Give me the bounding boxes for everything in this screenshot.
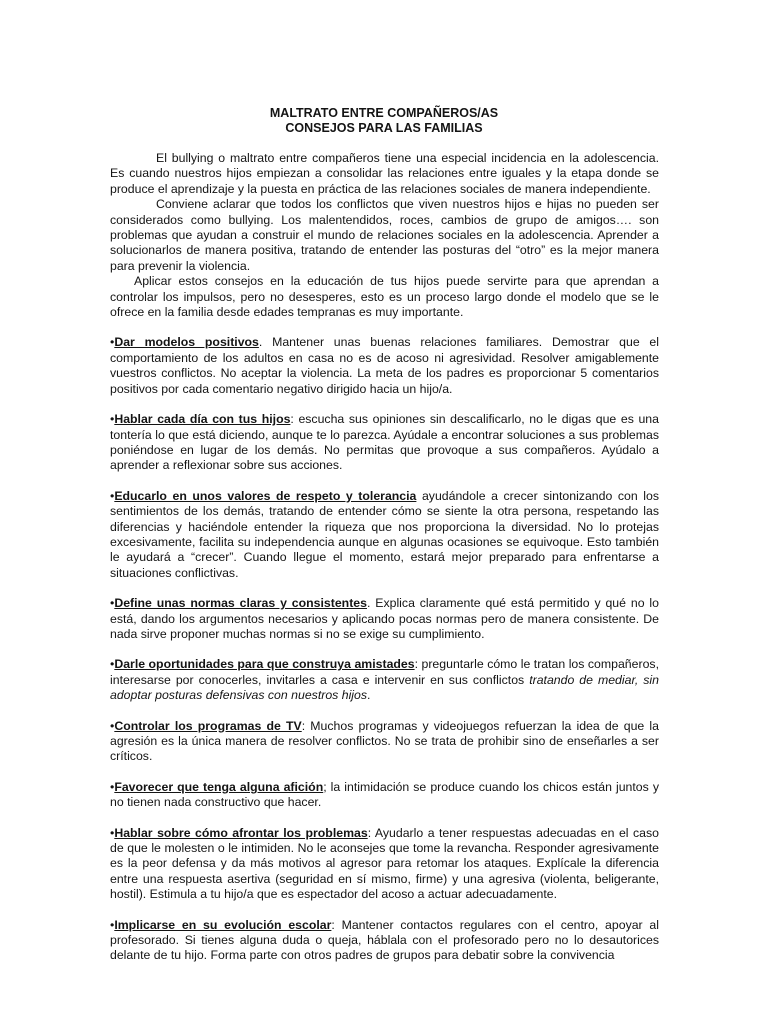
advice-text: . Mantener unas buenas relaciones familiares. Demostrar que el comportamiento de los adultos en casa no es de acoso ni agresividad. Resolver amigablemente vuestros conflictos. No aceptar la violencia. La meta de los padres es proporcionar 5 comentarios positivos por cada comentario negativo dirigido hacia un hijo/a.: [110, 335, 659, 396]
intro-paragraph: El bullying o maltrato entre compañeros tiene una especial incidencia en la adolescencia. Es cuando nuestros hijos empiezan a consolidar las relaciones entre iguales y la etapa donde se produce el aprendizaje y la puesta en práctica de las relaciones sociales de manera independiente.: [110, 151, 659, 196]
advice-text-italic: tratando de mediar, sin adoptar posturas defensivas con nuestros hijos: [110, 672, 659, 703]
advice-item: [110, 596, 659, 642]
advice-heading: Hablar sobre cómo afrontar los problemas: [114, 825, 368, 840]
bullet: •: [110, 488, 115, 503]
document-title: [0, 106, 768, 136]
advice-text: : Ayudarlo a tener respuestas adecuadas en el caso de que le molesten o le intimiden. No le aconsejes que tome la revancha. Responder agresivamente es la peor defensa y da más motivos al agresor para retomar los ataques. Explícale la diferencia entre una respuesta asertiva (seguridad en sí mismo, firme) y una agresiva (violenta, beligerante, hostil). Estimula a tu hijo/a que es espectador del acoso a actuar adecuadamente.: [110, 825, 659, 902]
advice-text-tail: .: [367, 688, 371, 703]
title-line-1: MALTRATO ENTRE COMPAÑEROS/AS: [269, 106, 499, 120]
bullet: •: [110, 825, 115, 840]
intro-paragraph: Conviene aclarar que todos los conflictos que viven nuestros hijos e hijas no pueden ser considerados como bullying. Los malentendidos, roces, cambios de grupo de amigos…. son problemas que ayudan a construir el mundo de relaciones sociales en la adolescencia. Aprender a solucionarlos de manera positiva, tratando de entender las posturas del “otro” es la mejor manera para prevenir la violencia.: [110, 197, 659, 273]
advice-item: [110, 719, 659, 765]
bullet: •: [110, 412, 115, 427]
advice-heading: Hablar cada día con tus hijos: [114, 412, 291, 427]
advice-heading: Implicarse en su evolución escolar: [114, 917, 332, 932]
intro-paragraph: Aplicar estos consejos en la educación de tus hijos puede servirte para que aprendan a controlar los impulsos, pero no desesperes, esto es un proceso largo donde el modelo que se le ofrece en la familia desde edades tempranas es muy importante.: [110, 274, 659, 320]
bullet: •: [110, 779, 115, 794]
advice-item: [110, 335, 659, 397]
advice-item: [110, 918, 659, 964]
advice-text: : preguntarle cómo le tratan los compañeros, interesarse por conocerles, invitarles a casa e intervenir en sus conflictos: [110, 657, 659, 687]
advice-text: ayudándole a crecer sintonizando con los sentimientos de los demás, tratando de entender cómo se siente la otra persona, respetando las diferencias y haciéndole entender la riqueza que nos proporciona la diversidad. No lo protejas excesivamente, facilita su independencia aunque en algunas ocasiones se equivoque. Esto también le ayudará a “crecer”. Cuando llegue el momento, estará mejor preparado para enfrentarse a situaciones conflictivas.: [110, 488, 659, 580]
bullet: •: [110, 917, 115, 932]
advice-heading: Darle oportunidades para que construya amistades: [114, 657, 415, 672]
advice-item: [110, 826, 659, 903]
advice-text: : Muchos programas y videojuegos refuerzan la idea de que la agresión es la única manera de resolver conflictos. No se trata de prohibir sino de enseñarles a ser críticos.: [110, 718, 659, 764]
title-line-2: CONSEJOS PARA LAS FAMILIAS: [285, 121, 483, 135]
bullet: •: [110, 335, 115, 350]
advice-item: [110, 657, 659, 703]
bullet: •: [110, 657, 115, 672]
advice-text: . Explica claramente qué está permitido y qué no lo está, dando los argumentos necesarios y aplicando pocas normas pero de manera consistente. De nada sirve proponer muchas normas si no se exige su cumplimiento.: [110, 596, 659, 641]
advice-item: [110, 489, 659, 581]
advice-heading: Controlar los programas de TV: [114, 718, 302, 733]
advice-text: ; la intimidación se produce cuando los chicos están juntos y no tienen nada constructivo que hacer.: [110, 779, 659, 810]
advice-heading: Define unas normas claras y consistentes: [114, 596, 367, 611]
advice-item: [110, 412, 659, 474]
advice-heading: Educarlo en unos valores de respeto y tolerancia: [114, 488, 417, 503]
advice-item: [110, 780, 659, 811]
bullet: •: [110, 596, 115, 611]
bullet: •: [110, 718, 115, 733]
advice-text: : escucha sus opiniones sin descalificarlo, no le digas que es una tontería lo que está diciendo, aunque te lo parezca. Ayúdale a encontrar soluciones a sus problemas poniéndose en lugar de los demás. No permitas que provoque a sus compañeros. Ayúdalo a aprender a reflexionar sobre sus acciones.: [110, 412, 659, 473]
advice-heading: Dar modelos positivos: [114, 335, 259, 350]
document-body: [110, 151, 659, 964]
advice-text: : Mantener contactos regulares con el centro, apoyar al profesorado. Si tienes alguna duda o queja, háblala con el profesorado pero no lo desautorices delante de tu hijo. Forma parte con otros padres de grupos para debatir sobre la convivencia: [110, 917, 659, 963]
advice-heading: Favorecer que tenga alguna afición: [114, 779, 324, 794]
